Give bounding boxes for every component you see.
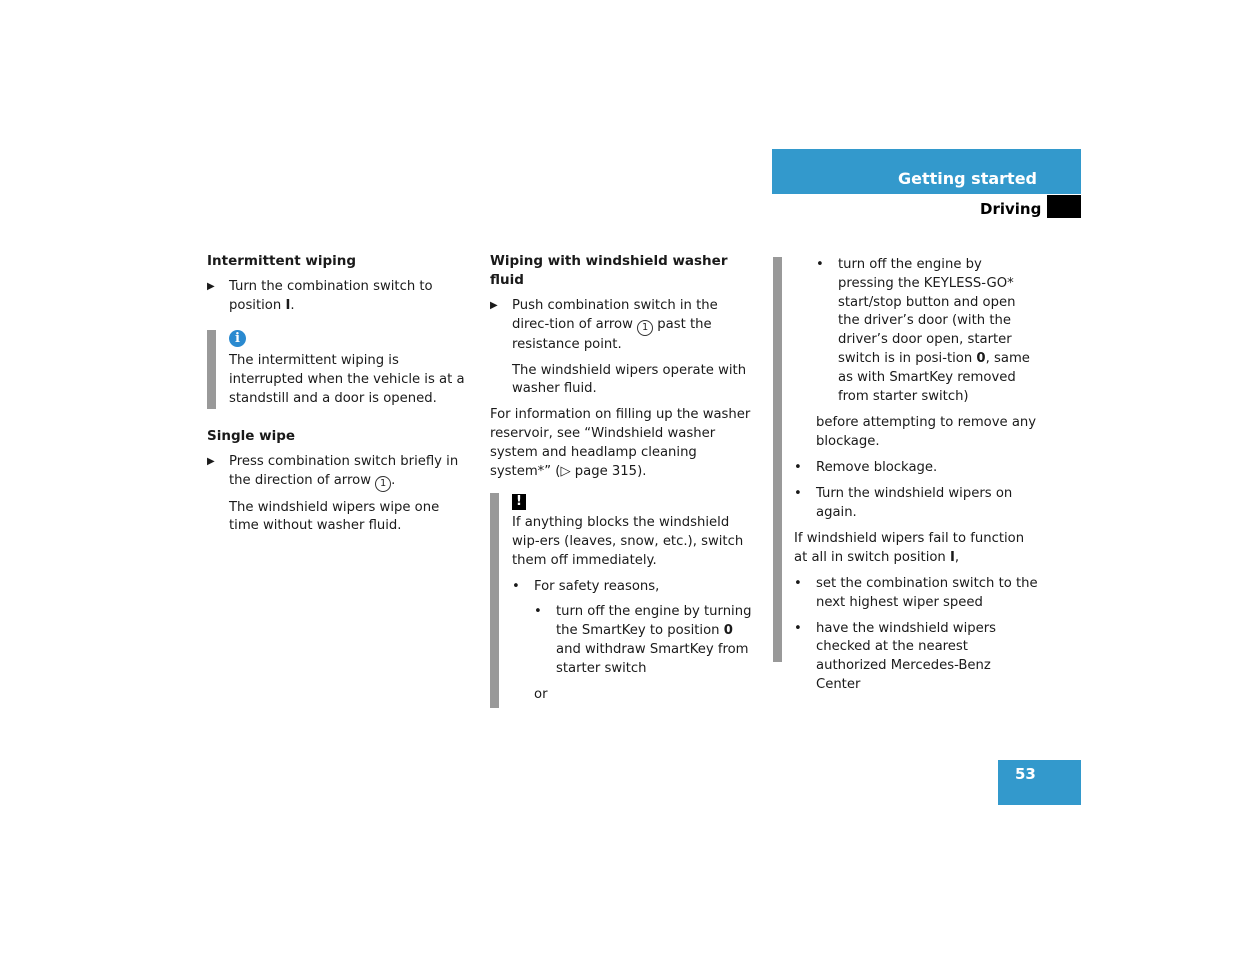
list-item: • For safety reasons,: [512, 578, 660, 594]
page-number: 53: [1015, 765, 1036, 783]
subsection-marker: [1047, 195, 1081, 218]
info-note: [207, 330, 472, 409]
column-2: [490, 252, 755, 726]
heading-washer-fluid: Wiping with windshield washer fluid: [490, 253, 728, 288]
list-item: • Remove blockage.: [794, 459, 938, 475]
list-item: • Turn the windshield wipers on again.: [794, 485, 1013, 520]
column-3: [794, 256, 1039, 702]
column-1: [207, 252, 472, 543]
heading-single-wipe: Single wipe: [207, 427, 296, 444]
list-item: • have the windshield wipers checked at the nearest authorized Mercedes-Benz Center: [794, 620, 997, 692]
section-header-bar: [772, 149, 1081, 194]
step-result: The windshield wipers wipe one time without washer fluid.: [229, 499, 440, 534]
instruction-step: ▶ Press combination switch briefly in the direction of arrow 1 .: [207, 453, 472, 492]
instruction-step: ▶ Turn the combination switch to position I.: [207, 279, 433, 313]
info-text: The intermittent wiping is interrupted when the vehicle is at a standstill and a door is opened.: [229, 353, 465, 406]
arrow-number-icon: 1: [375, 476, 391, 492]
warning-text: If anything blocks the windshield wip-ers (leaves, snow, etc.), switch them off immediately.: [512, 515, 744, 568]
list-item: • turn off the engine by pressing the KEYLESS-GO* start/stop button and open the driver’s door (with the driver’s door open, starter switch is in posi-tion 0, same as with SmartKey removed from starter switch): [816, 257, 1030, 404]
note-bar: [490, 493, 499, 708]
step-arrow-icon: ▶: [207, 281, 215, 292]
step-arrow-icon: ▶: [207, 455, 215, 467]
arrow-number-icon: 1: [637, 320, 653, 336]
subsection-title: Driving: [980, 200, 1042, 218]
section-title: Getting started: [898, 169, 1037, 188]
note-bar: [773, 257, 782, 662]
instruction-step: ▶ Push combination switch in the direc-tion of arrow 1 past the resistance point.: [490, 298, 718, 352]
or-text: or: [534, 686, 548, 702]
washer-info-paragraph: For information on filling up the washer reservoir, see “Windshield washer system and headlamp cleaning system*” (▷ page 315).: [490, 407, 751, 479]
note-bar: [207, 330, 216, 409]
list-item: • set the combination switch to the next highest wiper speed: [794, 575, 1038, 610]
step-arrow-icon: ▶: [490, 300, 498, 311]
list-item: • turn off the engine by turning the SmartKey to position 0 and withdraw SmartKey from starter switch: [534, 604, 752, 676]
step-result: The windshield wipers operate with washer fluid.: [512, 362, 747, 397]
warning-note: [490, 493, 755, 708]
fail-text: If windshield wipers fail to function at all in switch position I,: [794, 531, 1025, 566]
heading-intermittent-wiping: Intermittent wiping: [207, 253, 357, 269]
page-number-box: [998, 760, 1081, 805]
before-text: before attempting to remove any blockage.: [816, 415, 1037, 450]
info-icon: i: [229, 330, 246, 347]
warning-icon: !: [512, 494, 526, 510]
